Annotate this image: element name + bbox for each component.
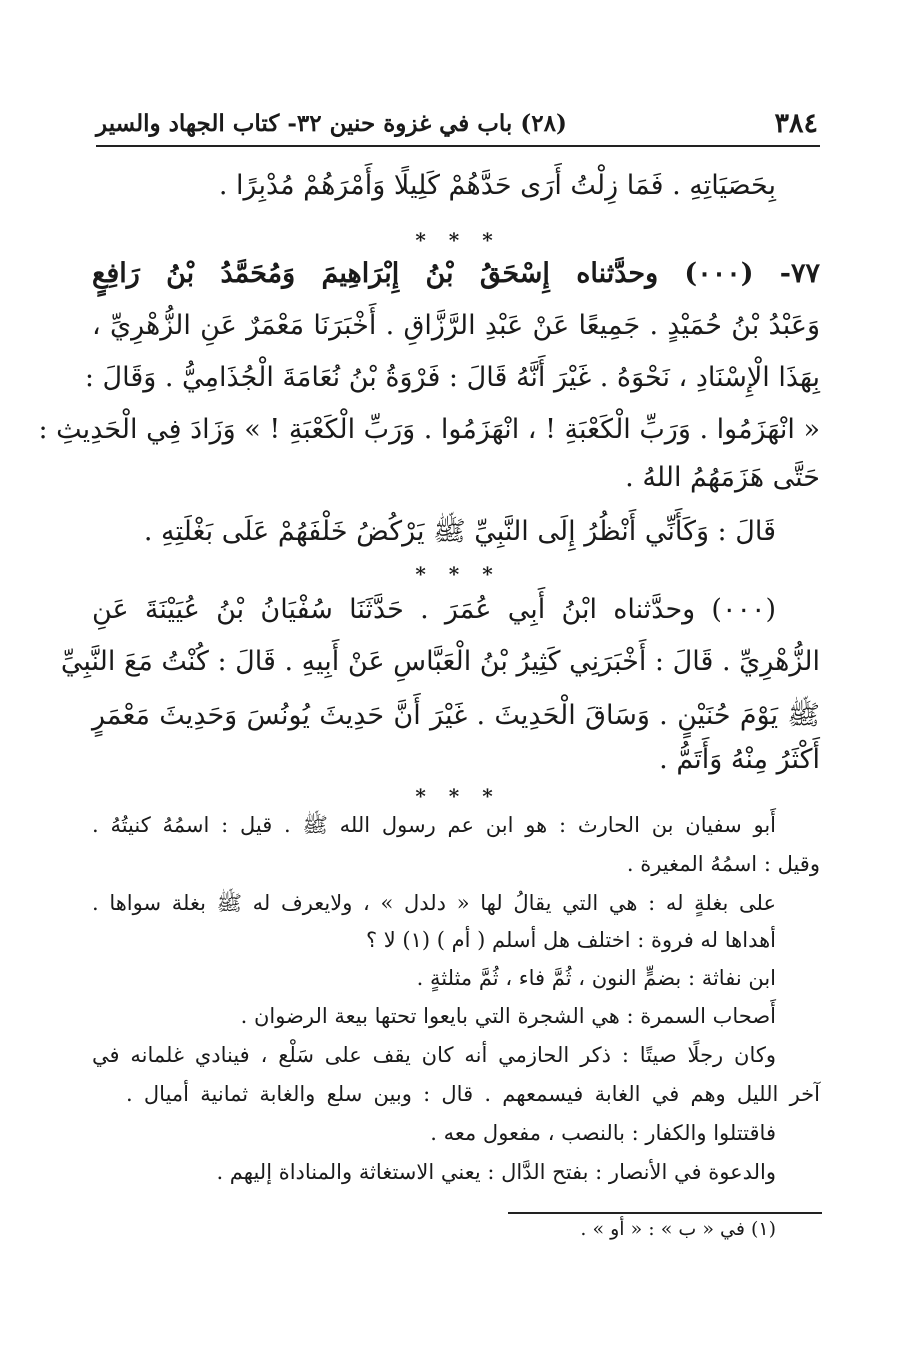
note-line: وكان رجلًا صيتًا : ذكر الحازمي أنه كان يقف على سَلْع ، فينادي غلمانه في	[92, 1043, 776, 1067]
text-line: « انْهَزَمُوا . وَرَبِّ الْكَعْبَةِ ! ، انْهَزَمُوا . وَرَبِّ الْكَعْبَةِ ! » وَزَادَ فِي الْحَدِيثِ :	[38, 414, 820, 445]
text-line: بِحَصَيَاتِهِ . فَمَا زِلْتُ أَرَى حَدَّهُمْ كَلِيلًا وَأَمْرَهُمْ مُدْبِرًا .	[218, 170, 776, 201]
note-line: أَبو سفيان بن الحارث : هو ابن عم رسول الله ﷺ . قيل : اسمُهُ كنيتُهُ .	[92, 813, 776, 837]
text-line: أَكْثَرُ مِنْهُ وَأَتَمُّ .	[659, 744, 820, 775]
footnote-rule	[508, 1212, 822, 1214]
text-line: بِهَذَا الْإِسْنَادِ ، نَحْوَهُ . غَيْرَ أَنَّهُ قَالَ : فَرْوَةُ بْنُ نُعَامَةَ الْجُذَامِيُّ . وَقَالَ :	[84, 362, 820, 393]
section-separator: * * *	[415, 228, 501, 252]
note-line: أهداها له فروة : اختلف هل أسلم ( أم ) (١) لا ؟	[365, 928, 776, 952]
page-number: ٣٨٤	[774, 108, 818, 139]
footnote: (١) في « ب » : « أو » .	[580, 1218, 776, 1240]
section-separator: * * *	[415, 784, 501, 808]
chapter-title: (٢٨) باب في غزوة حنين ٣٢- كتاب الجهاد والسير	[96, 110, 567, 137]
note-line: أَصحاب السمرة : هي الشجرة التي بايعوا تحتها بيعة الرضوان .	[240, 1004, 776, 1028]
text-line: وَعَبْدُ بْنُ حُمَيْدٍ . جَمِيعًا عَنْ عَبْدِ الرَّزَّاقِ . أَخْبَرَنَا مَعْمَرٌ عَنِ الزُّهْرِيِّ ،	[92, 310, 820, 341]
note-line: ابن نفاثة : بضمٍّ النون ، ثُمَّ فاء ، ثُمَّ مثلثةٍ .	[416, 966, 776, 990]
hadith-opening-line: (٠٠٠) وحدَّثناه ابْنُ أَبِي عُمَرَ . حَدَّثَنَا سُفْيَانُ بْنُ عُيَيْنَةَ عَنِ	[92, 594, 776, 625]
text-line: ﷺ يَوْمَ حُنَيْنٍ . وَسَاقَ الْحَدِيثَ . غَيْرَ أَنَّ حَدِيثَ يُونُسَ وَحَدِيثَ مَعْمَرٍ	[92, 700, 820, 731]
note-line: وقيل : اسمُهُ المغيرة .	[626, 852, 820, 876]
note-line: آخر الليل وهم في الغابة فيسمعهم . قال : وبين سلع والغابة ثمانية أميال .	[126, 1082, 820, 1106]
text-line: قَالَ : وَكَأَنِّي أَنْظُرُ إِلَى النَّبِيِّ ﷺ يَرْكُضُ خَلْفَهُمْ عَلَى بَغْلَتِهِ .	[143, 516, 776, 547]
note-line: على بغلةٍ له : هي التي يقالُ لها « دلدل » ، ولايعرف له ﷺ بغلة سواها .	[92, 891, 776, 915]
text-line: حَتَّى هَزَمَهُمُ اللهُ .	[625, 462, 820, 493]
running-header	[96, 108, 818, 148]
text-line: الزُّهْرِيِّ . قَالَ : أَخْبَرَنِي كَثِيرُ بْنُ الْعَبَّاسِ عَنْ أَبِيهِ . قَالَ : كُنْتُ مَعَ النَّبِيِّ	[60, 646, 820, 677]
hadith-opening-line: ٧٧- (٠٠٠) وحدَّثناه إِسْحَقُ بْنُ إِبْرَاهِيمَ وَمُحَمَّدُ بْنُ رَافِعٍ	[92, 258, 820, 289]
header-rule	[96, 145, 820, 147]
note-line: والدعوة في الأنصار : بفتح الدَّال : يعني الاستغاثة والمناداة إليهم .	[216, 1160, 776, 1184]
note-line: فاقتتلوا والكفار : بالنصب ، مفعول معه .	[430, 1121, 776, 1145]
section-separator: * * *	[415, 562, 501, 586]
